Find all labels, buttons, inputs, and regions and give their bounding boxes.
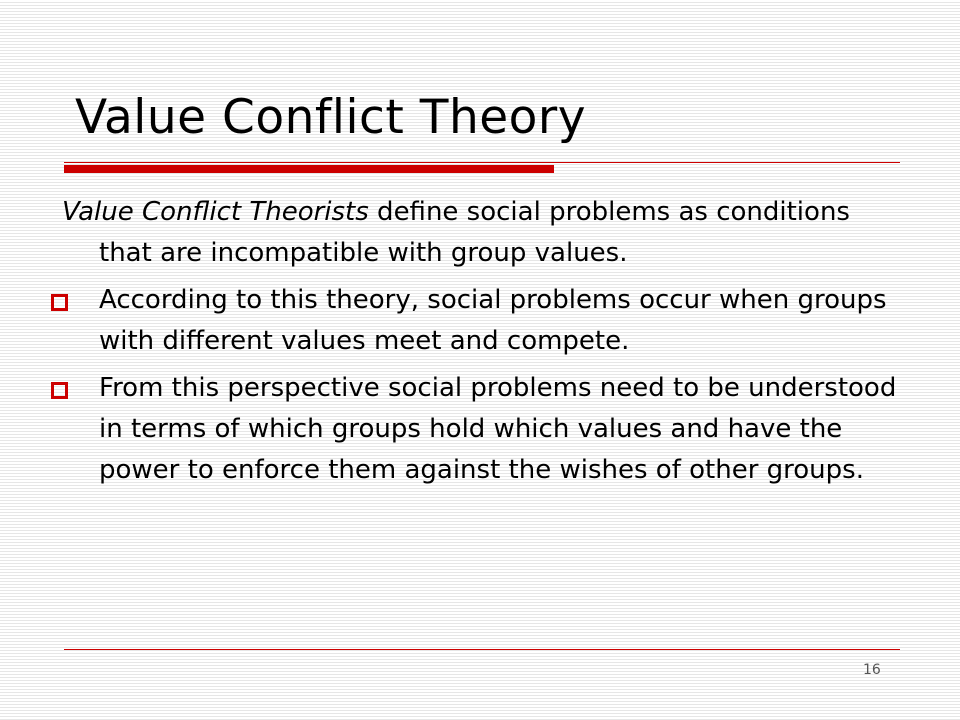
title-underline-thin	[64, 162, 900, 163]
hollow-square-bullet-icon	[51, 294, 68, 311]
bullet-text: According to this theory, social problems occur when groups with different values meet and compete.	[99, 285, 887, 356]
bullet-item	[62, 368, 902, 491]
slide-body	[62, 192, 902, 497]
intro-paragraph	[62, 192, 902, 274]
page-number: 16	[863, 662, 881, 678]
title-underline-thick	[64, 165, 554, 173]
intro-italic-lead: Value Conflict Theorists	[62, 197, 369, 227]
footer-divider	[64, 649, 900, 650]
intro-text: define social problems as conditions that are incompatible with group values.	[99, 197, 850, 268]
bullet-item	[62, 280, 902, 362]
hollow-square-bullet-icon	[51, 382, 68, 399]
slide-title: Value Conflict Theory	[75, 90, 587, 145]
bullet-text: From this perspective social problems need to be understood in terms of which groups hold which values and have the power to enforce them against the wishes of other groups.	[99, 373, 897, 485]
